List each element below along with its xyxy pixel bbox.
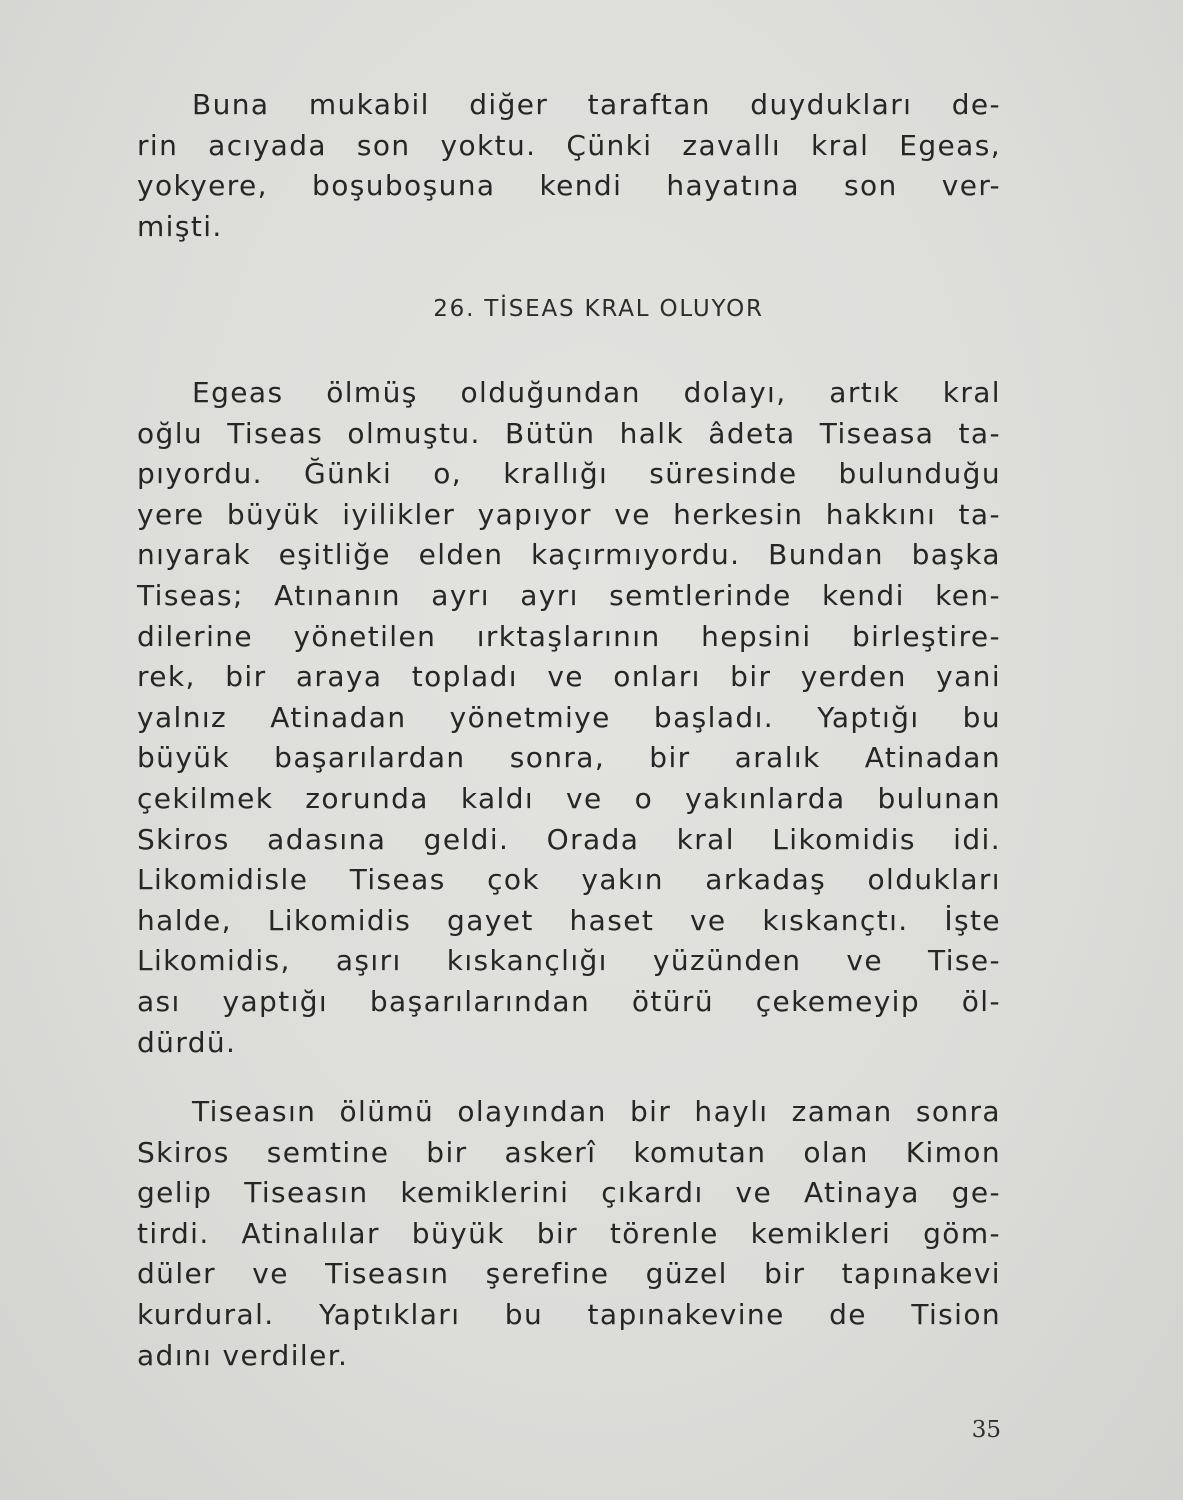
text-line: yere büyük iyilikler yapıyor ve herkesin hakkını ta- — [137, 497, 1001, 531]
text-line: ası yaptığı başarılarından ötürü çekemeyip öl- — [137, 984, 1001, 1018]
text-line: çekilmek zorunda kaldı ve o yakınlarda bulunan — [137, 781, 1001, 815]
text-line: düler ve Tiseasın şerefine güzel bir tapınakevi — [137, 1257, 1001, 1291]
text-line: Egeas ölmüş olduğundan dolayı, artık kral — [192, 376, 1001, 409]
text-line: yalnız Atinadan yönetmiye başladı. Yaptığı bu — [137, 700, 1001, 734]
text-line: halde, Likomidis gayet haset ve kıskançtı. İşte — [137, 903, 1001, 937]
text-line: rin acıyada son yoktu. Çünki zavallı kral Egeas, — [137, 128, 1001, 162]
text-line: Skiros adasına geldi. Orada kral Likomidis idi. — [137, 822, 1001, 856]
text-line: Likomidisle Tiseas çok yakın arkadaş oldukları — [137, 863, 1001, 897]
text-line: kurdural. Yaptıkları bu tapınakevine de Tision — [137, 1297, 1001, 1331]
page-number: 35 — [971, 1417, 1001, 1443]
text-line: Tiseasın ölümü olayından bir haylı zaman sonra — [192, 1095, 1001, 1128]
text-line: pıyordu. Ğünki o, krallığı süresinde bulunduğu — [137, 457, 1001, 491]
text-line: mişti. — [137, 209, 223, 243]
text-line: büyük başarılardan sonra, bir aralık Atinadan — [137, 741, 1001, 775]
paragraph-2 — [137, 1092, 1001, 1376]
text-line: Buna mukabil diğer taraftan duydukları de- — [192, 88, 1001, 121]
intro-paragraph — [137, 85, 1001, 247]
text-line: dürdü. — [137, 1025, 237, 1059]
text-line: dilerine yönetilen ırktaşlarının hepsini birleştire- — [137, 619, 1001, 653]
paragraph-1 — [137, 373, 1001, 1063]
text-line: Likomidis, aşırı kıskançlığı yüzünden ve Tise- — [137, 944, 1001, 978]
section-heading: 26. TİSEAS KRAL OLUYOR — [433, 296, 764, 322]
text-line: adını verdiler. — [137, 1338, 349, 1372]
text-line: Skiros semtine bir askerî komutan olan Kimon — [137, 1135, 1001, 1169]
text-line: rek, bir araya topladı ve onları bir yerden yani — [137, 660, 1001, 694]
text-line: nıyarak eşitliğe elden kaçırmıyordu. Bundan başka — [137, 538, 1001, 572]
text-line: tirdi. Atinalılar büyük bir törenle kemikleri göm- — [137, 1216, 1001, 1250]
text-line: Tiseas; Atınanın ayrı ayrı semtlerinde kendi ken- — [137, 578, 1001, 612]
text-line: oğlu Tiseas olmuştu. Bütün halk âdeta Tiseasa ta- — [137, 416, 1001, 450]
text-line: yokyere, boşuboşuna kendi hayatına son ver- — [137, 169, 1001, 203]
text-line: gelip Tiseasın kemiklerini çıkardı ve Atinaya ge- — [137, 1176, 1001, 1210]
